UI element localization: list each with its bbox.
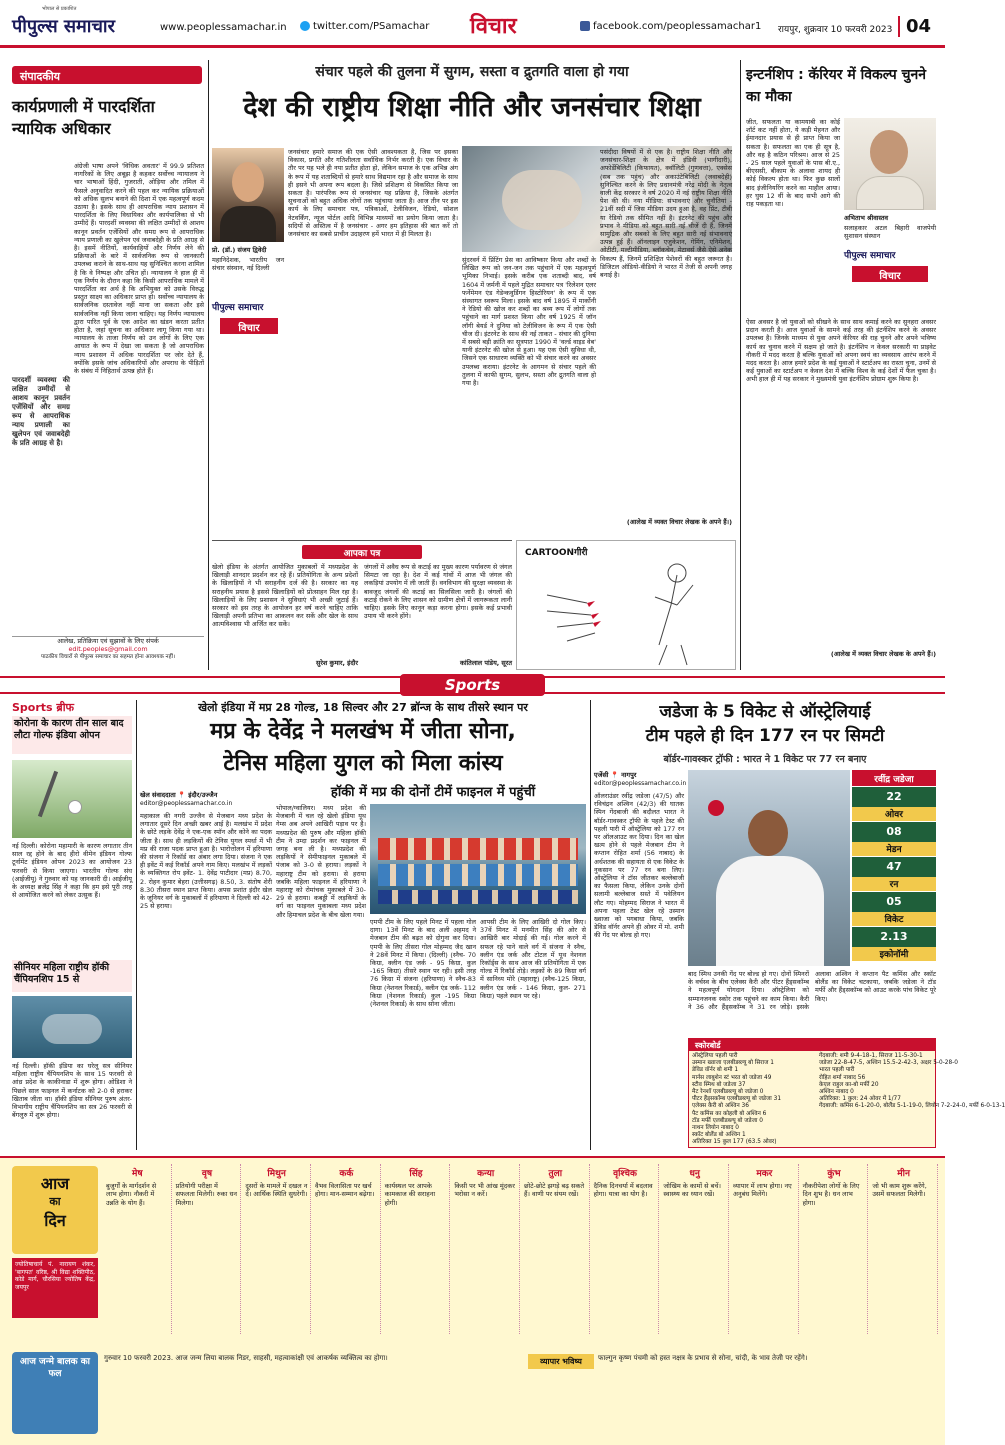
horoscope-sign-text: बुजुर्गों के मार्गदर्शन से लाभ होगा। नौकरी में उन्नति के योग हैं। — [106, 1182, 157, 1207]
letter-2: जंगलों में अवैध रूप से कटाई का मुख्य कारण पर्यावरण से जंगल सिमटा जा रहा है। देश में कई गांवों में आज भी जंगल की लकड़ियां उपयोग में ली जाती हैं। वनविभाग की सुरक्षा व्यवस्था के बावजूद जंगलों की कटाई का सिलसिला जारी है। जंगलों की कटाई रोकने के लिए शासन को ग्रामीण क्षेत्रों में जागरूकता लानी चाहिए। इसके लिए कानून कड़ा करना होगा। इसके कई प्रभावी उपाय भी करने होंगे। — [364, 563, 512, 621]
letters-title: आपका पत्र — [302, 545, 422, 559]
stat-value: 05 — [852, 892, 936, 912]
stat-label: ओवर — [852, 807, 936, 821]
lead-headline: देश की राष्ट्रीय शिक्षा नीति और जनसंचार शिक्षा — [243, 92, 701, 123]
jadeja-photo — [688, 770, 850, 966]
internship-headline: इन्टर्नशिप : कॅरियर में विकल्प चुनने का मौका — [746, 67, 927, 105]
main-sports-headline-1: मप्र के देवेंद्र ने मलखंभ में जीता सोना, — [210, 719, 516, 744]
horoscope-sign-name: मकर — [756, 1169, 773, 1179]
internship-section-badge-text: विचार — [879, 271, 901, 282]
scorecard-bowling — [819, 1053, 1005, 1111]
lead-author-role: महानिदेशक, भारतीय जन संचार संस्थान, नई दिल्ली — [212, 256, 284, 273]
internship-author-role: सलाहकार अटल बिहारी वाजपेयी सुशासन संस्थान — [844, 224, 936, 241]
stat-label: विकेट — [852, 912, 936, 926]
lead-logo: पीपुल्स समाचार — [212, 303, 264, 313]
lead-section-badge — [220, 318, 278, 334]
horoscope-sign — [731, 1164, 799, 1334]
horoscope-title-3: दिन — [44, 1211, 66, 1230]
main-sports-col4: आपसी टीम के लिए आखिरी दो गोल किए। 37वें मिनट में मनमीत सिंह की ओर से आखिरी बार मोदाई की गई। गोल करने में सफल रहे पाने वाले वर्ग में संजना ने स्नैच, क्लीन एंड जर्क और टोटल में यूथ नेशनल रिकॉर्ड्स के साथ आज की प्रतियोगिता में एक गोल्ड में रिकॉर्ड तोड़े। लड़कों के 89 किग्रा वर्ग में सानिध्य मोरे (महाराष्ट्र) (स्नैच-125 किग्रा, क्लीन एंड जर्क - 146 किग्रा, कुल- 271 किग्रा) पहले स्थान पर रहे। — [480, 918, 586, 1000]
horoscope-sign — [592, 1164, 660, 1334]
main-sports-col2: भोपाल/ग्वालियर। मध्य प्रदेश की मेजबानी में चल रहे खेलो इंडिया यूथ गेम्स अब अपने आखिरी पड़ाव पर है। मध्यप्रदेश की पुरुष और महिला हॉकी टीम ने उम्दा प्रदर्शन कर फाइनल में जगह बना ली है। मध्यप्रदेश की लड़कियों ने सेमीफाइनल मुकाबले में पंजाब को 3-0 से हराया। लड़कों ने महाराष्ट्र टीम को हराया। से हराया जबकि महिला फाइनल में हरियाणा ने महाराष्ट्र को रोमांचक मुकाबले में 30-29 से हराया। कबड्डी में लड़कियों के वर्ग का फाइनल मुकाबला मध्य प्रदेश और हिमाचल प्रदेश के बीच खेला गया। — [276, 804, 366, 919]
facebook-icon — [580, 21, 590, 31]
business-text: फाल्गुन कृष्ण पंचमी को हस्त नक्षत्र के प्रभाव से सोना, चांदी, के भाव तेजी पर रहेंगे। — [598, 1354, 808, 1362]
brief2-body: नई दिल्ली। हॉकी इंडिया का घरेलू सत्र सीनियर महिला राष्ट्रीय चैंपियनशिप के साथ 15 फरवरी से आंध्र प्रदेश के काकीनाडा में शुरू होगा। ओडिशा ने पिछले साल फाइनल में कर्नाटक को 2-0 से हराकर खिताब जीता था। हॉकी इंडिया सीनियर पुरुष अंतर-विभागीय राष्ट्रीय चैंपियनशिप का सत्र 26 फरवरी से बेंगलुरु में शुरू होगा। — [12, 1062, 132, 1120]
internship-body1: जीत, सफलता या कामयाबी का कोई शॉर्ट कट नहीं होता, ये कड़ी मेहनत और ईमानदार प्रयास से ही प्राप्त किया जा सकता है। सफलता का एक ही सूत्र है, और वह है कठिन परिश्रम। आज से 25 - 25 साल पहले युवाओं के पास बी.ए., बीएससी, बीकाम के अलावा शायद ही कोई विकल्प होता था। फिर कुछ सालों बाद इंजीनियरिंग करने का माहौल आया। हर घुस 12 वीं के बाद सभी आगे की राह पकड़ता था। — [746, 118, 840, 209]
jadeja-byline: एजेंसी 📍 नागपुर — [594, 771, 637, 779]
horoscope-sign-name: धनु — [689, 1169, 700, 1179]
lead-col1: जनसंचार हमारे समाज की एक ऐसी आवश्यकता है, जिस पर इसका विकास, प्रगति और गतिशीलता सर्वाधिक निर्भर करती है। एक विचार के तौर पर यह भले ही नया प्रतीत होता हो, लेकिन समाज के एक अभिन्न अंग के रूप में यह शताब्दियों से हमारे साथ विद्यमान रहा है और समाज के साथ ही इसने भी अपना रूप बदला है। जिसे प्रशिक्षण से विकसित किया जा सकता है। पारंपरिक रूप से जनसंचार यह प्रक्रिया है, जिसके अंतर्गत सूचनाओं को बहुत अधिक लोगों तक पहुंचाया जाता है। आज तीन पर इस कार्य के लिए समाचार पत्र, पत्रिकाओं, टेलीविजन, रेडियो, सोशल नेटवर्किंग, न्यूज पोर्टल आदि विभिन्न माध्यमों का प्रयोग किया जाता है। सदियों से अस्तित्व में है जनसंचार - अगर हम इतिहास की बात करें तो जनसंचार का सबसे प्राचीन उदाहरण हमें भारत में ही मिलता है। — [288, 148, 458, 239]
editorial-contact: आलेख, प्रतिक्रिया एवं सुझावों के लिए संपर्क — [57, 637, 159, 645]
scorecard-line: मार्नस लाबुशेन स्टं भरत बो जडेजा 49 — [692, 1074, 772, 1081]
cartoon-box — [516, 540, 736, 670]
scorecard-line: जडेजा 22-8-47-5, अश्विन 15.5-2-42-3, अक्षर 5-0-28-0 — [819, 1060, 958, 1067]
internship-byline: (आलेख में व्यक्त विचार लेखक के अपने हैं।) — [830, 650, 936, 658]
brief1-body: नई दिल्ली। कोरोना महामारी के कारण लगातार तीन साल रद्द होने के बाद हीरो वीमेन इंडियन गोल्फ टूर्नामेंट इंडियन ओपन 2023 का आयोजन 23 फरवरी से किया जाएगा। भारतीय गोल्फ संघ (आईजीयू) ने गुरुवार को यह जानकारी दी। आईजीयू के अध्यक्ष ब्रजेंद्र सिंह ने कहा कि हम इसे पूरी तरह से आयोजित करने को लेकर उत्सुक हैं। — [12, 842, 132, 900]
main-sports-col1: महाकाल की नगरी उज्जैन से मेजबान मध्य प्रदेश के लगातार दूसरे दिन अच्छी खबर आई है। मलखंभ में प्रदेश के छोटे लड़के देवेंद्र ने एक-एक स्पॉन और कोने का पदक जीता है। साथ ही लड़कियों की टेनिस युगल स्पर्धा में भी मप्र की राजा पदक प्राप्त हुआ है। भारोत्तोलन में हरियाणा की संजना ने रिकॉर्ड का अंबार लगा दिया। संजना ने एक ही इवेंट में कई रिकॉर्ड अपने नाम किए। मलखंभ में लड़कों के व्यक्तिगत रोप इवेंट- 1. देवेंद्र पाटीदार (मप्र) 8.70, 2. रोहन कुमार बेहरा (उत्तीसगढ़) 8.50, 3. संतोष शेरी 8.30 तीसरा स्थान प्राप्त किया। अपस प्रशांत इंदौर खेल के जूनियर वर्ग के मुकाबलों में हरियाणा ने दिल्ली को 42-25 से हराया। — [140, 812, 272, 911]
scorecard-line: एलेक्स कैरी बो अश्विन 36 — [692, 1103, 749, 1110]
horoscope-sign-text: प्रतियोगी परीक्षा में सफलता मिलेगी। रुका धन मिलेगा। — [175, 1182, 238, 1207]
editorial-side-quote: पारदर्शी व्यवस्था की लक्षित उम्मीदों से आशय कानून प्रवर्तन एजेंसियों और समग्र रूप से आपराधिक न्याय प्रणाली का खुलेपन एवं जवाबदेही के प्रति आग्रह से है। — [12, 376, 70, 447]
scorecard-line: टॉड मर्फी एलबीडब्ल्यू बो जडेजा 0 — [692, 1117, 763, 1124]
editorial-kicker-text: संपादकीय — [20, 70, 61, 83]
business-title: व्यापार भविष्य — [528, 1354, 594, 1369]
stat-value: 47 — [852, 857, 936, 877]
horoscope-sign-name: वृश्चिक — [613, 1169, 637, 1179]
stat-value: 08 — [852, 822, 936, 842]
lead-col2: सुंदरवर्न में प्रिंटिंग प्रेस का आविष्कार किया और शब्दों के लिखित रूप को जन-जन तक पहुंचाने में एक महत्वपूर्ण भूमिका निभाई। इसके करीब एक शताब्दी बाद, वर्ष 1604 में जर्मनी में पहले मुद्रित समाचार पत्र 'रिलेशन एलर फर्नेमेमन एंड गेडेन्कवुर्डिगन हिस्टोरियन' के रूप में एक संस्थागत स्वरूप मिला। इसके बाद वर्ष 1895 में मार्कोनी ने रेडियो की खोज कर शब्दों का श्रव्य रूप में लोगों तक पहुंचाने का मार्ग प्रशस्त किया और वर्ष 1925 में जॉन लॉगी बेयर्ड ने दुनिया को टेलीविजन के रूप में एक ऐसी चीज दी। इंटरनेट के साथ की नई ताकत - संचार की दुनिया में सबसे बड़ी क्रांति का सूत्रपात 1990 में 'वर्ल्ड वाइड वेब' यानी इंटरनेट की खोज से हुआ। यह एक ऐसी सुविधा थी, जिसने एक साधारण व्यक्ति को भी संचार करने का अवसर उपलब्ध कराया। इंटरनेट के आगमन से संचार पहले की तुलना में काफी सुगम, सुलभ, सस्ता और द्रुतगति वाला हो गया है। — [462, 256, 596, 388]
twitter-icon — [300, 21, 310, 31]
main-sports-subhead: हॉकी में मप्र की दोनों टीमें फाइनल में पहुंचीं — [330, 785, 536, 800]
jadeja-stat-list — [852, 787, 936, 961]
internship-section-badge — [852, 266, 928, 282]
internship-logo: पीपुल्स समाचार — [844, 251, 896, 261]
lead-author-name: प्रो. (डॉ.) संजय द्विवेदी — [212, 246, 267, 254]
scorecard-line: भारत पहली पारी — [819, 1067, 855, 1074]
golf-photo — [12, 760, 132, 838]
letter-1: खेलो इंडिया के अंतर्गत आयोजित मुकाबलों में मध्यप्रदेश के खिलाड़ी शानदार प्रदर्शन कर रहे हैं। प्रतियोगिता के अन्य प्रदेशों के खिलाड़ियों ने भी सराहनीय दर्ज की है। सरकार का यह सराहनीय प्रयास है इससे खिलाड़ियों को प्रोत्साहन मिल रहा है। खिलाड़ियों के लिए प्रशासन ने सुविधाएं भी अच्छी जुटाई हैं। सरकार को इस तरह के आयोजन हर वर्ष करने चाहिए ताकि खिलाड़ी अपनी प्रतिभा का आकलन कर सकें और खेल के साथ आत्मविश्वास भी अर्जित कर सकें। — [212, 563, 358, 629]
lead-kicker: संचार पहले की तुलना में सुगम, सस्ता व द्रुतगति वाला हो गया — [315, 64, 629, 80]
masthead — [0, 0, 945, 48]
section-title: विचार — [470, 14, 517, 39]
horoscope-sign-name: कुंभ — [827, 1169, 841, 1179]
twitter-text: twitter.com/PSamachar — [313, 21, 430, 32]
scorecard-line: नाथन लियोन नाबाद 0 — [692, 1125, 739, 1132]
scorecard — [688, 1038, 1005, 1148]
horoscope-sign-name: वृष — [201, 1169, 213, 1179]
main-sports-kicker: खेलो इंडिया में मप्र 28 गोल्ड, 18 सिल्वर और 27 ब्रॉन्ज के साथ तीसरे स्थान पर — [198, 701, 528, 714]
scorecard-line: उस्मान ख्वाजा एलबीडब्ल्यू बो सिराज 1 — [692, 1060, 774, 1067]
hockey-brief-photo — [12, 996, 132, 1058]
editorial-body: अंग्रेजी भाषा अपने 'विधिक अवतार' में 99.9 प्रतिशत नागरिकों के लिए अबूझ है कहकर सर्वोच्च न्यायालय ने चार भाषाओं हिंदी, गुजराती, ओड़िया और तमिल में फैसले अनुवादित करने की पहल कर न्यायिक प्रक्रियाओं को अधिक सुलभ बनाने की दिशा में एक महत्वपूर्ण कदम उठाया है। इसके साथ ही आपराधिक न्याय प्रशासन में पारदर्शिता के लिए विधायिका और कार्यपालिका से भी उम्मीदें हैं। पारदर्शी व्यवस्था की लक्षित उम्मीदों से आशय कानून प्रवर्तन एजेंसियों और समग्र रूप से आपराधिक न्याय प्रणाली का खुलेपन एवं जवाबदेही के प्रति आग्रह से है। इसमें नीतियों, कार्यवाहियों और निर्णय लेने की प्रक्रियाओं के बारे में सार्वजनिक रूप से जानकारी उपलब्ध कराने के साथ-साथ यह सुनिश्चित करना शामिल है कि वे निष्पक्ष और उचित हों। न्यायालय ने हाल ही में एक निर्णय के दौरान कहा कि किसी आपराधिक मामले में पारदर्शिता का अर्थ है कि अभियुक्त को उसके विरुद्ध प्रस्तुत साक्ष्य का अधिकार प्राप्त हो। सर्वोच्च न्यायालय के सार्वजनिक दस्तावेज नहीं माना जा सकता और इसे सार्वजनिक नहीं किया जाना चाहिए। यह निर्णय न्यायालय द्वारा पारित पूर्व के एक आदेश का खंडन करता प्रतीत होता है, जहां सूचना का अधिकार लागू किया गया था। न्यायालय के ताजा निर्णय को उन लोगों के लिए एक आघात के रूप में देखा जा सकता है जो आपराधिक न्याय प्रशासन में अधिक पारदर्शिता पर जोर देते हैं, क्योंकि इसके जांच अधिकारियों और अपराध के पीड़ितों के संबंध में निहितार्थ उत्पन्न होते हैं। — [74, 162, 204, 376]
horoscope-sign-text: छोटे-छोटे झगड़े बढ़ सकते हैं। वाणी पर संयम रखें। — [524, 1182, 585, 1199]
scorecard-line: केएल राहुल का-बो मर्फी 20 — [819, 1081, 879, 1088]
letter-1-signature: सुरेश कुमार, इंदौर — [316, 659, 358, 667]
author-photo-dwivedi — [212, 148, 284, 242]
editorial-kicker — [12, 66, 202, 84]
main-sports-byline: खेल संवाददाता 📍 इंदौर/उज्जैन — [140, 791, 218, 799]
horoscope-sign — [522, 1164, 590, 1334]
sports-band-label: Sports — [400, 674, 545, 696]
horoscope-sign-name: सिंह — [409, 1169, 423, 1179]
jadeja-headline-1: जडेजा के 5 विकेट से ऑस्ट्रेलियाई — [659, 702, 871, 722]
horoscope-sign-name: तुला — [548, 1169, 563, 1179]
scorecard-line: डेविड वॉर्नर बो शमी 1 — [692, 1067, 739, 1074]
horoscope-sign-name: मेष — [132, 1169, 143, 1179]
stat-label: मेडन — [852, 842, 936, 856]
stat-label: रन — [852, 877, 936, 891]
birthday-box — [12, 1352, 98, 1434]
dateline: रायपुर, शुक्रवार 10 फरवरी 2023 — [778, 25, 893, 35]
brief1-headline: कोरोना के कारण तीन साल बाद लौटा गोल्फ इंडिया ओपन — [12, 716, 132, 754]
scorecard-batting — [692, 1053, 816, 1147]
cartoon-drawing — [517, 555, 735, 669]
sports-brief-kicker: Sports ब्रीफ — [12, 701, 75, 714]
sports-band — [0, 676, 945, 694]
horoscope-sign — [104, 1164, 172, 1334]
stat-value: 2.13 — [852, 927, 936, 947]
horoscope-sign-text: नौकरीपेशा लोगों के लिए दिन शुभ है। धन लाभ होगा। — [802, 1182, 860, 1207]
twitter-handle[interactable] — [300, 21, 429, 32]
horoscope-sign — [243, 1164, 311, 1334]
jadeja-stat-box — [852, 770, 936, 966]
main-sports-email[interactable]: editor@peoplessamachar.co.in — [140, 800, 233, 807]
main-sports-headline-2: टेनिस महिला युगल को मिला कांस्य — [223, 751, 503, 776]
birthday-title: आज जन्मे बालक का फल — [20, 1357, 90, 1379]
letters-box — [212, 540, 512, 670]
editorial-contact-box — [12, 636, 204, 660]
scorecard-line: स्कॉट बोलैंड बो अश्विन 1 — [692, 1132, 746, 1139]
facebook-text: facebook.com/peoplessamachar1 — [593, 21, 762, 32]
horoscope-sign-name: मीन — [897, 1169, 911, 1179]
horoscope-sign-text: वैभव विलासिता पर खर्च होगा। मान-सम्मान बढ़ेगा। — [315, 1182, 375, 1199]
horoscope-sign — [801, 1164, 869, 1334]
horoscope-sign — [452, 1164, 520, 1334]
scorecard-title: स्कोरबोर्ड — [689, 1039, 935, 1051]
horoscope-sign-name: मिथुन — [267, 1169, 286, 1179]
jadeja-subhead: बॉर्डर-गावस्कर ट्रॉफी : भारत ने 1 विकेट पर 77 रन बनाए — [663, 754, 867, 765]
scorecard-line: रोहित शर्मा नाबाद 56 — [819, 1074, 866, 1081]
scorecard-line: मैट रेनशॉ एलबीडब्ल्यू बो जडेजा 0 — [692, 1089, 764, 1096]
horoscope-sign-text: कार्यस्थल पर आपके कामकाज की सराहना होगी। — [384, 1182, 436, 1207]
jadeja-body2: बाद स्मिथ उनकी गेंद पर बोल्ड हो गए। दोनों स्पिनरों के वर्चस्व के बीच एलेक्स कैरी और पीटर हैंड्सकॉम्ब ने महत्वपूर्ण योगदान दिया। ऑस्ट्रेलिया को सम्मानजनक स्कोर तक पहुंचने का काम किया। कैरी ने 36 और हैंड्सकॉम्ब ने 31 रन जोड़े। इसके अलावा अश्विन ने कप्तान पैट कमिंस और स्कॉट बोलैंड का विकेट चटकाया, जबकि जडेजा ने टॉड मर्फी और हैंड्सकॉम्ब को आउट करके पांच विकेट पूरे किए। — [688, 970, 936, 1011]
masthead-logo-text: पीपुल्स समाचार — [12, 16, 115, 37]
internship-body2: ऐसा अवसर है जो युवाओं को सीखने के साथ साथ कमाई करने का सुनहरा अवसर प्रदान करती है। आज युवाओं के सामने कई तरह की इंटर्नशिप करने के अवसर उपलब्ध है। जिनके माध्यम से युवा अपने कॅरियर की राह चुनने और अपने भविष्य कार्य का चुनाव करने में सक्षम हो जाते है। इंटर्नशिप न केवल सरकारी या प्राइवेट नौकरी में मदद करता है बल्कि युवाओं को अपना स्वयं का व्यवसाय आरंभ करने में मदद करता है। आज हमारे प्रदेश के कई युवाओं ने स्टार्टअप का रास्ता चुना, उनमें से कई युवाओं का स्टार्टअप न केवल देश में बल्कि विश्व के कई देशों में फैल चुका है। अभी हाल ही में यह सरकार ने मुख्यमंत्री युवा इंटर्नशिप प्रोग्राम शुरू किया है। — [746, 318, 936, 384]
scorecard-line: गेंदबाजी: कमिंस 6-1-20-0, बोलैंड 5-1-19-0, लियोन 7-2-24-0, मर्फी 6-0-13-1 — [819, 1103, 1005, 1110]
hockey-team-photo — [370, 804, 586, 914]
horoscope-sign-name: कन्या — [477, 1169, 495, 1179]
horoscope-sign-text: व्यापार में लाभ होगा। नए अनुबंध मिलेंगे। — [733, 1182, 792, 1199]
scorecard-line: गेंदबाजी: शमी 9-4-18-1, सिराज 11-5-30-1 — [819, 1053, 923, 1059]
horoscope-sign-text: किसी पर भी आंख मूंदकर भरोसा न करें। — [454, 1182, 515, 1199]
horoscope-sign-text: जो भी काम शुरू करेंगे, उसमें सफलता मिलेगी। — [872, 1182, 927, 1199]
lead-section-badge-text: विचार — [238, 323, 260, 334]
horoscope-sign-text: जोखिम के कामों से बचें। स्वास्थ्य का ध्यान रखें। — [663, 1182, 721, 1199]
horoscope-sign — [174, 1164, 242, 1334]
horoscope-strip — [0, 1156, 945, 1445]
horoscope-sign-name: कर्क — [339, 1169, 354, 1179]
jadeja-body: ऑलराउंडर रवींद्र जडेजा (47/5) और रविचंद्रन अश्विन (42/3) की घातक स्पिन गेंदबाजी की बदौलत भारत ने बॉर्डर-गावस्कर ट्रॉफी के पहले टेस्ट की पहली पारी में ऑस्ट्रेलिया को 177 रन पर ऑलआउट कर दिया। दिन का खेल खत्म होने से पहले मेजबान टीम ने कप्तान रोहित शर्मा (56 नाबाद) के अर्धशतक की सहायता से एक विकेट के नुकसान पर 77 रन बना लिए। ऑस्ट्रेलिया ने टॉस जीतकर बल्लेबाजी का फैसला किया, लेकिन उनके दोनों सलामी बल्लेबाज सस्ते में पवेलियन लौट गए। मोहम्मद सिराज ने भारत में अपना पहला टेस्ट खेल रहे उस्मान ख्वाजा को पगबाधा किया, जबकि डेविड वॉर्नर अपने ही ओवर में मो. शमी की गेंद पर बोल्ड हो गए। — [594, 792, 684, 940]
horoscope-pundit: ज्योतिषाचार्य पं. नारायण शंकर, 'बागपत' वरिष्ठ, श्री विद्या शक्तिपीठ, कोडे मार्ग, चौरसिया ज्योतिष केंद्र, जयपुर — [12, 1258, 98, 1318]
horoscope-title-2: का — [49, 1195, 61, 1208]
scorecard-line: पैट कमिंस का कोहली बो अश्विन 6 — [692, 1110, 767, 1117]
author-photo-srivastava — [844, 118, 936, 210]
horoscope-sign — [313, 1164, 381, 1334]
facebook-handle[interactable] — [580, 21, 761, 32]
scorecard-line: अतिरिक्त 15 कुल 177 (63.5 ओवर) — [692, 1139, 777, 1146]
masthead-logo — [12, 14, 115, 38]
jadeja-headline-2: टीम पहले ही दिन 177 रन पर सिमटी — [645, 726, 885, 746]
page-number: 04 — [898, 16, 931, 37]
lead-col3: पसंदीदा विषयों में से एक है। राष्ट्रीय शिक्षा नीति और जनसंचार-शिक्षा के क्षेत्र में इंडिवी (भागीदारी), अफोर्डेबिलिटी (किफायत), क्वॉलिटी (गुणवत्ता), एक्सेस (सब तक पहुंच) और अकाउंटेबिलिटी (जवाबदेही) सुनिश्चित करने के लिए प्रधानमंत्री नरेंद्र मोदी के नेतृत्व वाली केंद्र सरकार ने वर्ष 2020 में नई राष्ट्रीय शिक्षा नीति पेश की थी। नया मीडिया: संभावनाएं और चुनौतियां - 21वीं सदी में जिस मीडिया उदय हुआ है, वह प्रिंट, टीवी या रेडियो तक सीमित नहीं है। इंटरनेट की पहुंच और प्रभाव ने मीडिया को बहुत सारी नई चीजें दी हैं, जिनमें सामुद्रिक और सबको के लिए बहुत सारी नई संभावनाएं उत्पन्न हुई हैं। ऑनलाइन एजुकेशन, गेमिंग, एनिमेशन, ओटीटी, मल्टीमीडिया, ब्लॉकचेन, मेटावर्स जैसे ऐसे अनेक विकल्प हैं, जिनमें प्रशिक्षित पेशेवरों की बहुत जरूरत है। डिजिटल ऑडियो-वीडियो ने भारत में तेजी से अपनी जगह बनाई है। — [600, 148, 732, 280]
scorecard-line: स्टीव स्मिथ बो जडेजा 37 — [692, 1081, 746, 1088]
horoscope-title-1: आज — [40, 1174, 70, 1193]
scorecard-line: ऑस्ट्रेलिया पहली पारी — [692, 1053, 738, 1059]
main-sports-col3: एमपी टीम के लिए पहले मिनट में पहला गोल दागा। 13वें मिनट के बाद अली अहमद ने मेजबान टीम की बढ़त को दोगुना कर दिया। एमपी के लिए तीसरा गोल मोहम्मद जैद खान ने 28वें मिनट में किया। (दिल्ली) (स्नैच- 70 किग्रा, क्लीन एंड जर्क - 95 किग्रा, कुल -165 किग्रा) तीसरे स्थान पर रही। इसी तरह 76 किग्रा में संजना (हरियाणा) ने स्नैच-83 किग्रा (नेशनल रिकार्ड), क्लीन एंड जर्क- 112 किग्रा (नेशनल रिकार्ड) कुल -195 किग्रा (नेशनल रिकार्ड) के साथ सोना जीता। — [370, 918, 476, 1009]
lead-byline: (आलेख में व्यक्त विचार लेखक के अपने हैं।) — [626, 518, 732, 526]
horoscope-signs — [104, 1164, 940, 1334]
jadeja-email[interactable]: editor@peoplessamachar.co.in — [594, 780, 687, 787]
birthday-text: गुरुवार 10 फरवरी 2023. आज जन्म लिया बालक निडर, साहसी, महत्वाकांक्षी एवं आकर्षक व्यक्तित्व का होगा। — [104, 1354, 388, 1362]
scorecard-line: अतिरिक्त: 1 कुल: 24 ओवर में 1/77 — [819, 1096, 901, 1103]
horoscope-title-box — [12, 1166, 98, 1254]
jadeja-stat-title: रवींद्र जडेजा — [852, 770, 936, 786]
masthead-logo-small: भोपाल से प्रकाशित — [42, 6, 77, 12]
brief2-headline: सीनियर महिला राष्ट्रीय हॉकी चैंपियनशिप 15 से — [12, 960, 132, 992]
horoscope-sign — [870, 1164, 938, 1334]
horoscope-sign — [383, 1164, 451, 1334]
horoscope-sign-text: दूसरों के मामले में दखल न दें। आर्थिक स्थिति सुधरेगी। — [245, 1182, 308, 1199]
editorial-email[interactable]: edit.peoples@gmail.com — [68, 645, 148, 654]
masthead-web[interactable]: www.peoplessamachar.in — [160, 22, 287, 33]
horoscope-sign — [661, 1164, 729, 1334]
letter-2-signature: कांतिलाल पांडेय, सूरत — [459, 659, 512, 667]
stat-value: 22 — [852, 787, 936, 807]
internship-author-name: अभिताभ श्रीवास्तव — [844, 214, 889, 222]
horoscope-sign-text: दैनिक दिनचर्या में बदलाव होगा। यात्रा का योग है। — [593, 1182, 653, 1199]
cartoon-title: CARTOONगीरी — [525, 548, 588, 558]
stat-label: इकोनॉमी — [852, 947, 936, 961]
editorial-headline: कार्यप्रणाली में पारदर्शिता न्यायिक अधिकार — [12, 97, 155, 138]
scorecard-line: पीटर हैंड्सकॉम्ब एलबीडब्ल्यू बो जडेजा 31 — [692, 1096, 782, 1103]
editorial-note: पाठकीय विचारों से पीपुल्स समाचार का सहमत होना आवश्यक नहीं। — [40, 654, 176, 661]
scorecard-line: अश्विन नाबाद 0 — [819, 1089, 854, 1096]
